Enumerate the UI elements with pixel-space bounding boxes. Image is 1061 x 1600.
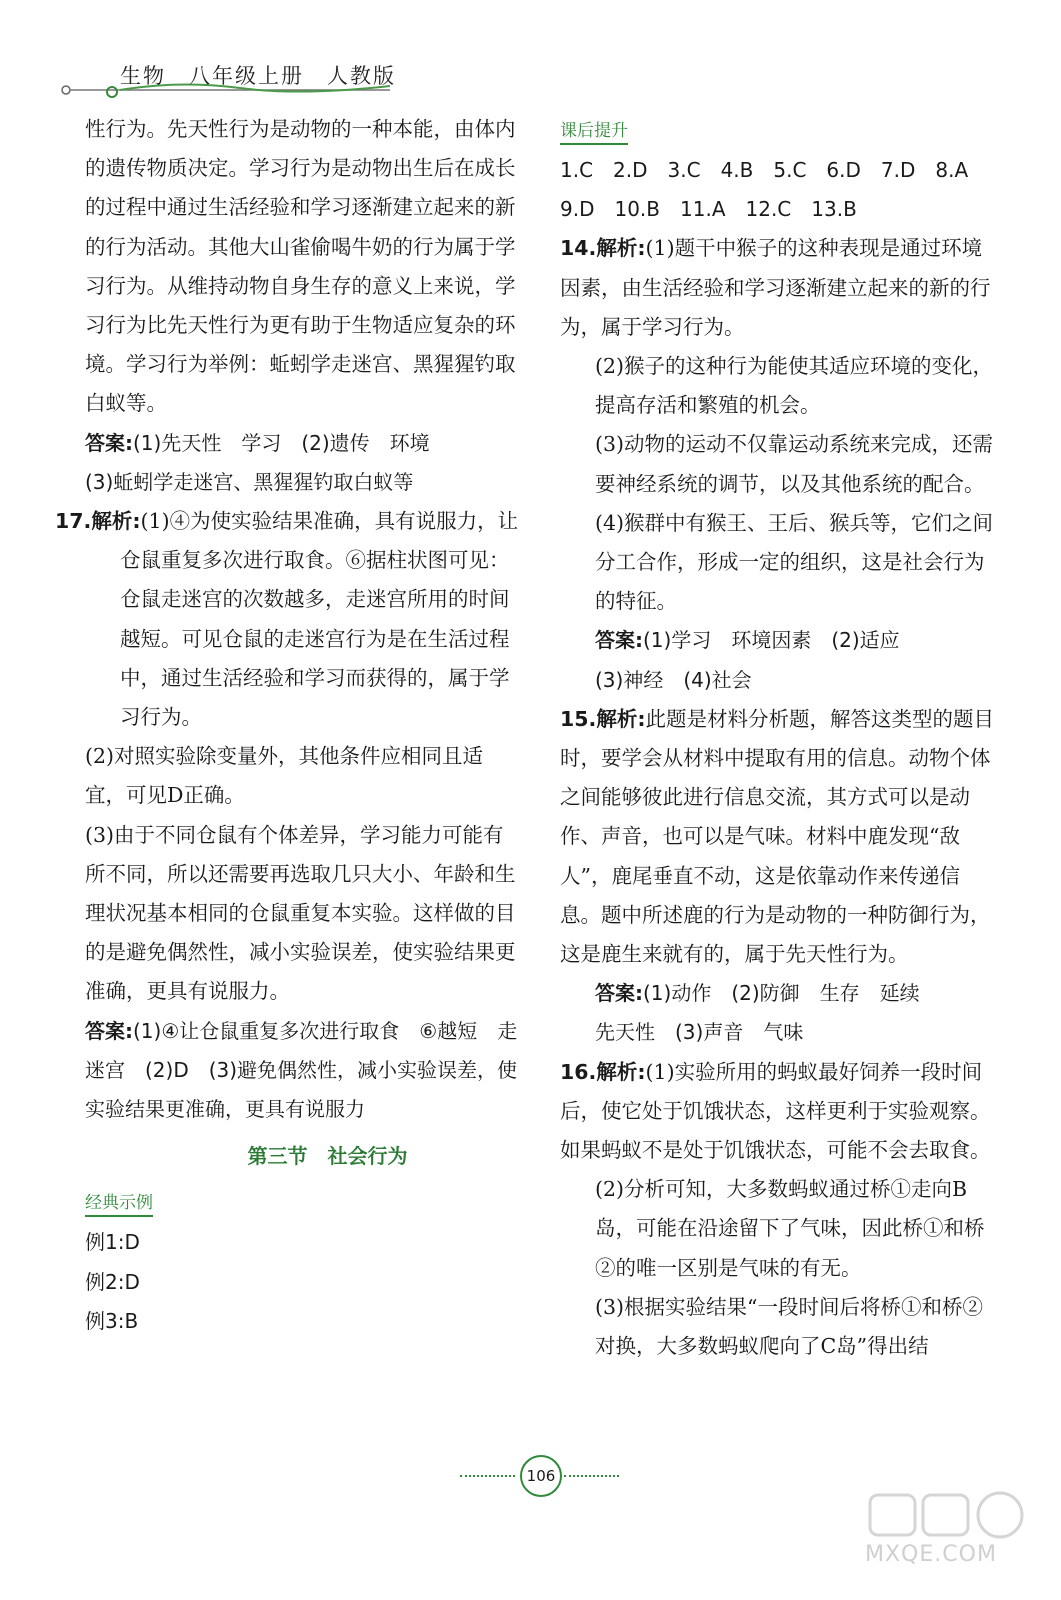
- q17-number: 17.: [55, 509, 92, 534]
- q17-answer-text: (1)④让仓鼠重复多次进行取食 ⑥越短 走迷宫 (2)D (3)避免偶然性，减小实验误差，使实验结果更准确，更具有说服力: [85, 1018, 518, 1122]
- q17-label: 解析:: [91, 509, 141, 534]
- q16-part1: (1)实验所用的蚂蚁最好饲养一段时间后，使它处于饥饿状态，这样更利于实验观察。如果蚂蚁不是处于饥饿状态，可能不会去取食。: [560, 1059, 991, 1163]
- answer-label: 答案:: [85, 1018, 133, 1043]
- watermark-seal-icon: [865, 1490, 1035, 1540]
- q15-number: 15.: [560, 706, 597, 731]
- q14-label: 解析:: [596, 236, 646, 261]
- q15-answer-line2: 先天性 (3)声音 气味: [595, 1020, 804, 1045]
- q15-text: 此题是材料分析题，解答这类型的题目时，要学会从材料中提取有用的信息。动物个体之间能够彼此进行信息交流，其方式可以是动作、声音，也可以是气味。材料中鹿发现“敌人”，鹿尾垂直不动，这是依靠动作来传递信息。题中所述鹿的行为是动物的一种防御行为，这是鹿生来就有的，属于先天性行为。: [560, 706, 995, 967]
- q14-number: 14.: [560, 236, 597, 261]
- q14-part4: (4)猴群中有猴王、王后、猴兵等，它们之间分工合作，形成一定的组织，这是社会行为的特征。: [595, 510, 994, 614]
- q15-answer-line1: (1)动作 (2)防御 生存 延续: [643, 981, 920, 1006]
- q16-label: 解析:: [596, 1059, 646, 1084]
- example-1: 例1:D: [85, 1230, 140, 1255]
- page-number-dots-left: [460, 1475, 515, 1477]
- left-column: [55, 110, 520, 1341]
- q16-explanation-continued: 性行为。先天性行为是动物的一种本能，由体内的遗传物质决定。学习行为是动物出生后在成长的过程中通过生活经验和学习逐渐建立起来的新的行为活动。其他大山雀偷喝牛奶的行为属于学习行为。从维持动物自身生存的意义上来说，学习行为比先天性行为更有助于生物适应复杂的环境。学习行为举例：蚯蚓学走迷宫、黑猩猩钓取白蚁等。: [85, 117, 516, 416]
- watermark-logo: [865, 1490, 1035, 1580]
- q14-part2: (2)猴子的这种行为能使其适应环境的变化，提高存活和繁殖的机会。: [595, 354, 994, 418]
- q16-answer-line2: (3)蚯蚓学走迷宫、黑猩猩钓取白蚁等: [85, 469, 414, 494]
- q14-answer-line2: (3)神经 (4)社会: [595, 667, 752, 692]
- q17-answer: [85, 1012, 520, 1130]
- q16-part3: (3)根据实验结果“一段时间后将桥①和桥②对换，大多数蚂蚁爬向了C岛”得出结: [595, 1294, 984, 1359]
- page-number: [460, 1455, 620, 1495]
- q16-part2: (2)分析可知，大多数蚂蚁通过桥①走向B岛，可能在沿途留下了气味，因此桥①和桥②的唯一区别是气味的有无。: [595, 1177, 985, 1280]
- example-2: 例2:D: [85, 1269, 140, 1294]
- page-header: [60, 60, 400, 110]
- q14-answer: [560, 621, 1000, 660]
- q17-part2: (2)对照实验除变量外，其他条件应相同且适宜，可见D正确。: [85, 744, 484, 808]
- page-number-circle: 106: [520, 1455, 562, 1497]
- q16-answer: [85, 424, 520, 463]
- q14-explanation: [560, 229, 1000, 347]
- q14-part1: (1)题干中猴子的这种表现是通过环境因素，由生活经验和学习逐渐建立起来的新的行为，属于学习行为。: [560, 236, 991, 339]
- answer-label: 答案:: [595, 628, 643, 653]
- q14-part3: (3)动物的运动不仅靠运动系统来完成，还需要神经系统的调节，以及其他系统的配合。: [595, 432, 994, 496]
- right-column: [560, 110, 1000, 1366]
- q16-answer-line1: (1)先天性 学习 (2)遗传 环境: [133, 430, 430, 455]
- q15-explanation: [560, 700, 1000, 974]
- q15-label: 解析:: [596, 706, 646, 731]
- q15-answer: [560, 974, 1000, 1013]
- q16-number: 16.: [560, 1059, 597, 1084]
- section-title: 第三节 社会行为: [247, 1144, 408, 1169]
- mc-answers-line2: 9.D 10.B 11.A 12.C 13.B: [560, 197, 857, 222]
- answer-label: 答案:: [595, 981, 643, 1006]
- after-class-label: 课后提升: [560, 119, 628, 145]
- answer-label: 答案:: [85, 430, 133, 455]
- page-number-dots-right: [564, 1475, 619, 1477]
- header-title: 生物 八年级上册 人教版: [120, 64, 396, 88]
- example-3: 例3:B: [85, 1308, 139, 1333]
- q16-explanation: [560, 1053, 1000, 1171]
- q17-part1: (1)④为使实验结果准确，具有说服力，让仓鼠重复多次进行取食。⑥据柱状图可见：仓鼠走迷宫的次数越多，走迷宫所用的时间越短。可见仓鼠的走迷宫行为是在生活过程中，通过生活经验和学习而获得的，属于学习行为。: [120, 509, 519, 730]
- classic-examples-label: 经典示例: [85, 1191, 153, 1217]
- q17-explanation: [55, 502, 520, 737]
- q17-part3: (3)由于不同仓鼠有个体差异，学习能力可能有所不同，所以还需要再选取几只大小、年龄和生理状况基本相同的仓鼠重复本实验。这样做的目的是避免偶然性，减小实验误差，使实验结果更准确，更具有说服力。: [85, 822, 516, 1004]
- mc-answers-line1: 1.C 2.D 3.C 4.B 5.C 6.D 7.D 8.A: [560, 158, 969, 182]
- watermark-text: MXQE.COM: [865, 1542, 997, 1567]
- q14-answer-line1: (1)学习 环境因素 (2)适应: [643, 628, 900, 653]
